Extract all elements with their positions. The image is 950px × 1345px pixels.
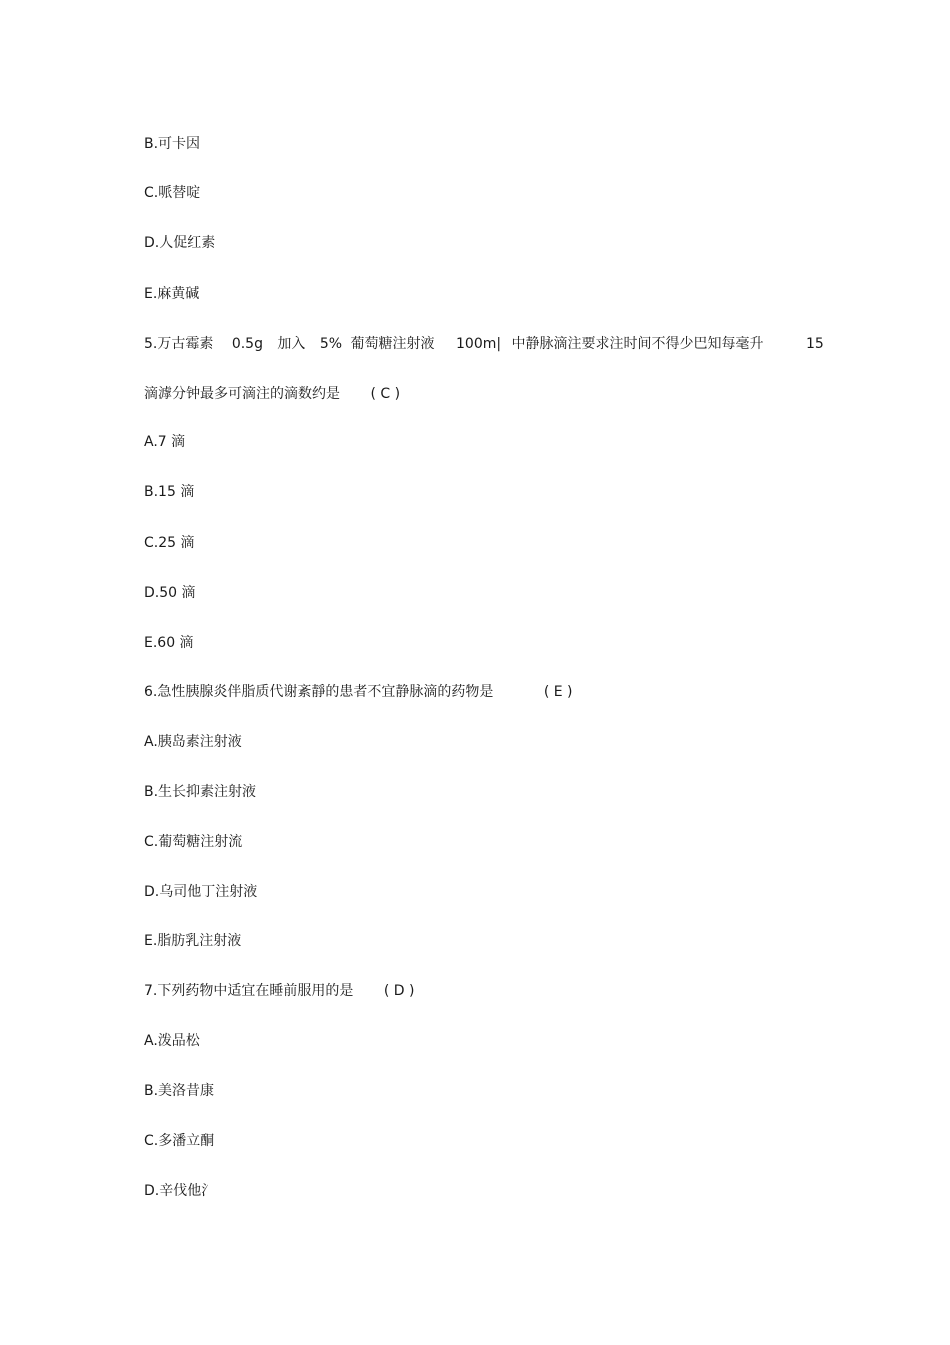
option-q5-b: B.15 滴 bbox=[144, 484, 195, 500]
q7-stem-text: 7.下列药物中适宜在睡前服用的是 bbox=[144, 983, 354, 999]
question-7-stem bbox=[144, 982, 414, 1000]
option-q7-b: B.美洛昔康 bbox=[144, 1083, 215, 1099]
option-q6-b: B.生长抑素注射液 bbox=[144, 784, 257, 800]
q6-answer: ( E ) bbox=[543, 684, 573, 700]
q5-answer: ( C ) bbox=[370, 386, 401, 402]
option-q6-c: C.葡萄糖注射流 bbox=[144, 834, 243, 850]
option-q6-d: D.乌司他丁注射液 bbox=[144, 884, 258, 900]
option-q5-c: C.25 滴 bbox=[144, 535, 195, 551]
q5-seg-a: 5.万古霉素 bbox=[144, 336, 214, 352]
q5-seg-d: 5% bbox=[319, 336, 343, 352]
q6-stem-text: 6.急性胰腺炎伴脂质代谢紊靜的患者不宜静脉滴的药物是 bbox=[144, 684, 494, 700]
option-q5-d: D.50 滴 bbox=[144, 585, 196, 601]
option-q6-a: A.胰岛素注射液 bbox=[144, 734, 242, 750]
q5-seg-g: 中静脉滴注要求注时间不得少巴知每毫升 bbox=[511, 336, 764, 352]
option-q7-c: C.多潘立酮 bbox=[144, 1133, 215, 1149]
option-q5-e: E.60 滴 bbox=[144, 635, 194, 651]
q5-stem-line2-text: 滴滹分钟最多可滴注的滴数约是 bbox=[144, 386, 340, 402]
option-q7-a: A.泼品松 bbox=[144, 1033, 200, 1049]
q5-seg-h: 15 bbox=[805, 336, 824, 352]
question-5-stem-line1 bbox=[144, 335, 824, 353]
option-q7-d: D.辛伐他氵 bbox=[144, 1183, 216, 1199]
question-5-stem-line2 bbox=[144, 385, 400, 403]
option-q4-e: E.麻黄碱 bbox=[144, 286, 200, 302]
option-q5-a: A.7 滴 bbox=[144, 434, 186, 450]
q5-seg-b: 0.5g bbox=[231, 336, 263, 352]
option-q4-d: D.人促红素 bbox=[144, 235, 216, 251]
q5-seg-f: 100m| bbox=[456, 336, 502, 352]
option-q4-c: C.哌替啶 bbox=[144, 185, 201, 201]
q7-answer: ( D ) bbox=[383, 983, 415, 999]
option-q4-b: B.可卡因 bbox=[144, 136, 201, 152]
q5-seg-c: 加入 bbox=[277, 336, 306, 352]
question-6-stem bbox=[144, 683, 572, 701]
option-q6-e: E.脂肪乳注射液 bbox=[144, 933, 242, 949]
q5-seg-e: 葡萄糖注射液 bbox=[350, 336, 435, 352]
